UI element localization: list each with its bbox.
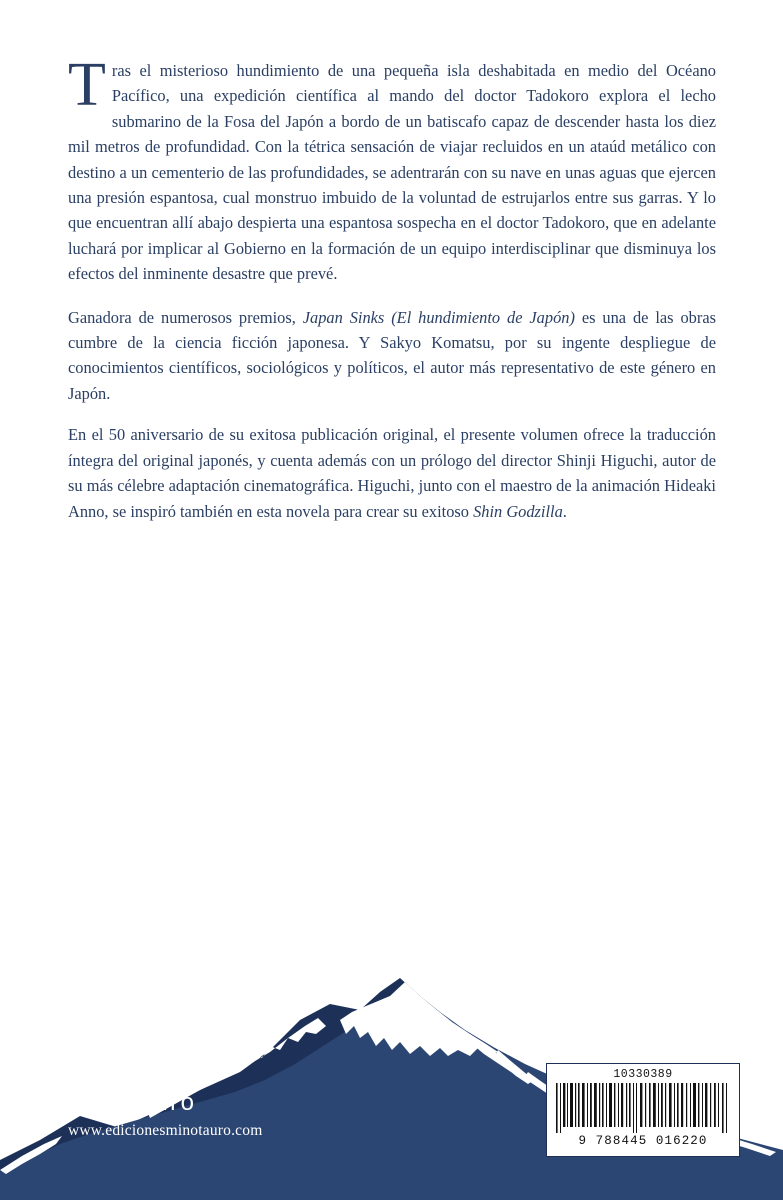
blurb-p2-before: Ganadora de numerosos premios,: [68, 307, 303, 327]
blurb-p3-title: Shin Godzilla: [473, 501, 563, 521]
blurb-p3-before: En el 50 aniversario de su exitosa publicación original, el presente volumen ofrece la traducción íntegra del original japonés, y cuenta además con un prólogo del director Shinji Higuchi, autor de su más célebre adaptación cinematográfica. Higuchi, junto con el maestro de la animación Hideaki Anno, se inspiró también en esta novela para crear su exitoso: [68, 425, 716, 521]
barcode-top-number: 10330389: [613, 1068, 673, 1081]
blurb-p2-after: es una de las obras cumbre de la ciencia ficción japonesa. Y Sakyo Komatsu, por su ingente despliegue de conocimientos científicos, sociológicos y políticos, el autor más representativo de este género en Japón.: [68, 307, 716, 403]
publisher-url[interactable]: www.edicionesminotauro.com: [68, 1122, 263, 1139]
blurb-paragraph-1: Tras el misterioso hundimiento de una pequeña isla deshabitada en medio del Océano Pacífico, una expedición científica al mando del doctor Tadokoro explora el lecho submarino de la Fosa del Japón a bordo de un batiscafo capaz de descender hasta los diez mil metros de profundidad. Con la tétrica sensación de viajar recluidos en un ataúd metálico con destino a un cementerio de las profundidades, se adentrarán con su nave en unas aguas que ejercen una presión espantosa, cual monstruo imbuido de la voluntad de estrujarlos entre sus garras. Y lo que encuentran allí abajo despierta una espantosa sospecha en el doctor Tadokoro, que en adelante luchará por implicar al Gobierno en la formación de un equipo interdisciplinar que disminuya los efectos del inminente desastre que prevé.: [68, 51, 716, 284]
blurb-paragraph-3: [68, 422, 716, 524]
barcode-bars: [554, 1083, 732, 1133]
blurb-paragraph-2: [68, 305, 716, 407]
barcode-bottom-number: 9 788445 016220: [578, 1134, 708, 1148]
barcode-block: [546, 1063, 740, 1157]
blurb-text-block: [68, 51, 716, 540]
blurb-p2-title: Japan Sinks (El hundimiento de Japón): [302, 307, 575, 327]
blurb-p3-after: .: [562, 501, 567, 521]
publisher-name: minotauro: [68, 1089, 197, 1116]
publisher-block: [68, 1088, 262, 1142]
